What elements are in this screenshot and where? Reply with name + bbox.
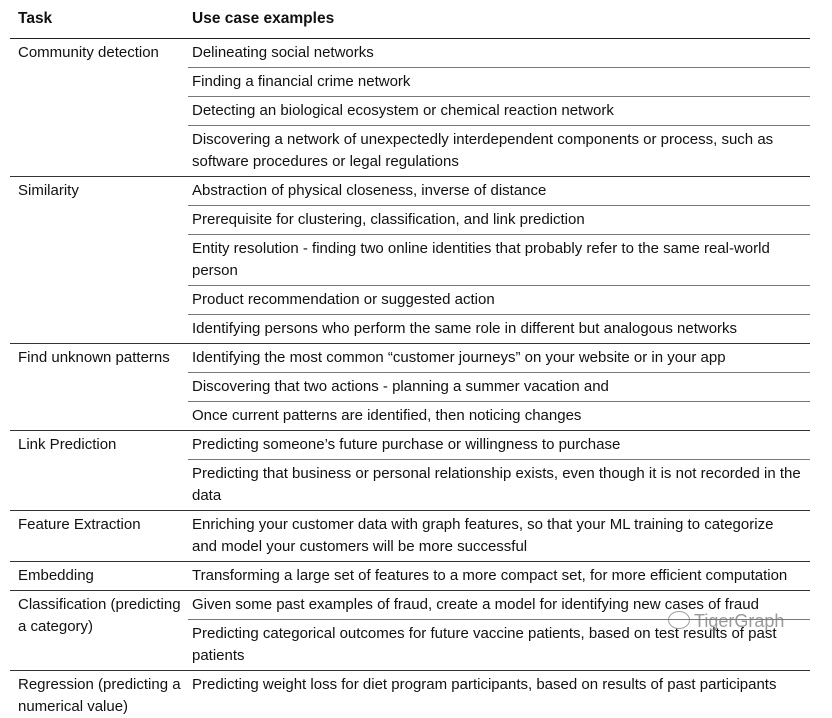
watermark-text: TigerGraph: [694, 611, 785, 631]
use-case-item: Prerequisite for clustering, classification, and link prediction: [188, 206, 810, 235]
use-case-item: Predicting categorical outcomes for future vaccine patients, based on test results of past patients: [192, 625, 777, 664]
use-case-item: Abstraction of physical closeness, inverse of distance: [188, 177, 810, 206]
use-case-item: Given some past examples of fraud, create a model for identifying new cases of fraud: [188, 591, 810, 620]
use-case-item: Delineating social networks: [188, 39, 810, 68]
table-row-group: [10, 39, 810, 177]
task-label: Classification (predicting a category): [18, 596, 181, 635]
use-case-item: Finding a financial crime network: [188, 68, 810, 97]
use-case-item: Transforming a large set of features to a more compact set, for more efficient computation: [192, 567, 788, 584]
task-label: Link Prediction: [18, 436, 117, 453]
header-task: Task: [18, 10, 53, 27]
wechat-icon: [668, 611, 690, 629]
use-case-item: Once current patterns are identified, then noticing changes: [192, 407, 582, 424]
task-label: Feature Extraction: [18, 516, 141, 533]
use-case-item: Entity resolution - finding two online identities that probably refer to the same real-world person: [188, 235, 810, 286]
use-case-item: Identifying the most common “customer journeys” on your website or in your app: [188, 344, 810, 373]
use-case-item: Predicting weight loss for diet program participants, based on results of past participants: [192, 676, 777, 693]
table-row-group: [10, 511, 810, 562]
use-case-item: Detecting an biological ecosystem or chemical reaction network: [188, 97, 810, 126]
table-row-group: [10, 431, 810, 511]
use-case-item: Enriching your customer data with graph features, so that your ML training to categorize and model your customers will be more successful: [192, 516, 774, 555]
task-label: Similarity: [18, 182, 79, 199]
watermark: [668, 611, 784, 632]
use-case-list: [188, 344, 810, 430]
use-case-item: Predicting that business or personal relationship exists, even though it is not recorded in the data: [192, 465, 801, 504]
use-case-item: Discovering a network of unexpectedly interdependent components or process, such as software procedures or legal regulations: [192, 131, 774, 170]
table-row-group: [10, 344, 810, 431]
use-case-list: [188, 431, 810, 510]
use-case-list: [188, 671, 810, 718]
use-case-item: Product recommendation or suggested action: [188, 286, 810, 315]
table-header: [10, 0, 810, 39]
use-case-item: Identifying persons who perform the same role in different but analogous networks: [192, 320, 738, 337]
use-case-list: [188, 511, 810, 561]
use-case-list: [188, 177, 810, 343]
table-row-group: [10, 671, 810, 718]
use-case-item: Predicting someone’s future purchase or willingness to purchase: [188, 431, 810, 460]
task-label: Regression (predicting a numerical value): [18, 676, 181, 715]
use-case-list: [188, 562, 810, 590]
task-label: Community detection: [18, 44, 159, 61]
table-row-group: [10, 562, 810, 591]
use-case-list: [188, 39, 810, 176]
table-row-group: [10, 177, 810, 344]
task-label: Find unknown patterns: [18, 349, 170, 366]
use-case-item: Discovering that two actions - planning a summer vacation and: [188, 373, 810, 402]
header-use-cases: Use case examples: [192, 10, 335, 27]
task-label: Embedding: [18, 567, 94, 584]
